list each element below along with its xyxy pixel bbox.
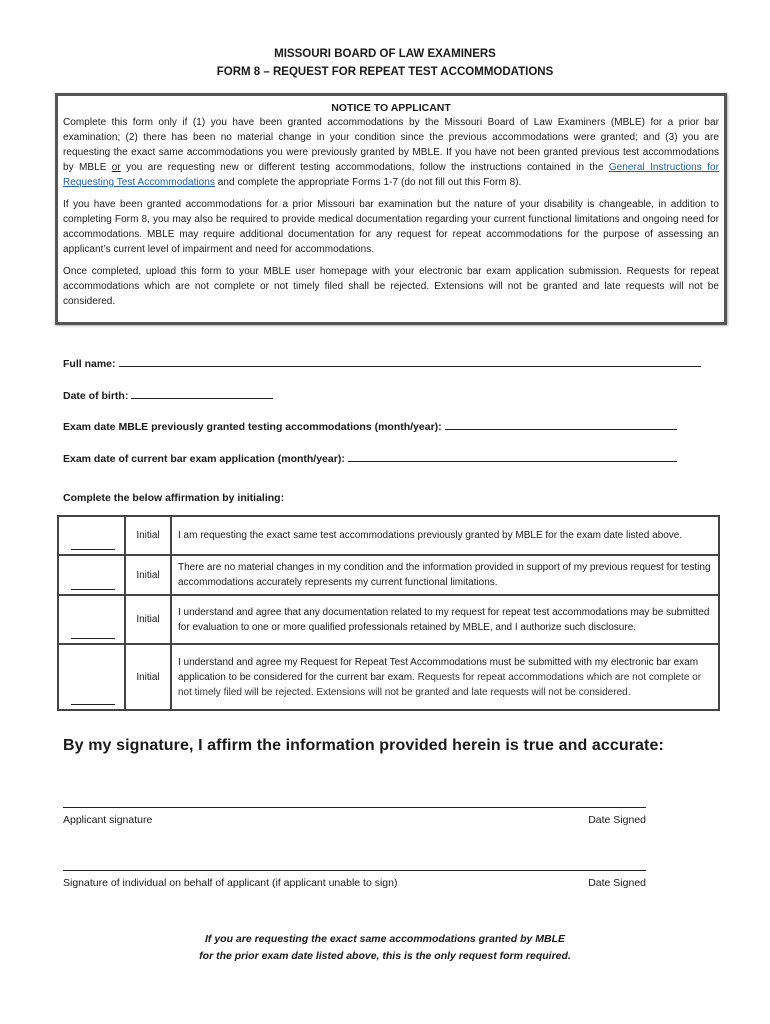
applicant-signature-line[interactable]	[63, 807, 646, 808]
applicant-signature-label: Applicant signature	[63, 814, 153, 826]
general-instructions-link[interactable]: General Instructions for Requesting Test Accommodations	[63, 162, 719, 188]
affirmation-text-part2: Requests for repeat accommodations which are not complete or not timely filed will be rejected. Extensions will not be granted and late requests will not be considered.	[178, 671, 702, 698]
initial-blank[interactable]	[58, 555, 125, 595]
notice-p1-text-a: Complete this form only if (1) you have been granted accommodations by the Missouri Board of Law Examiners (MBLE) for a prior bar examination; (2) there has been no material change in your condition since the previous accommodations were granted; and (3) you are requesting the exact same accommodations you were previously granted by MBLE. If you have not been granted previous test accommodations by MBLE	[63, 117, 719, 173]
behalf-signature-line[interactable]	[63, 870, 646, 871]
footer-note-line2: for the prior exam date listed above, this is the only request form required.	[199, 950, 571, 962]
affirmation-text-part1: I understand and agree my Request for Repeat Test Accommodations must be submitted with my electronic bar exam application to be considered for the current bar exam.	[178, 656, 699, 683]
prev-exam-input-line[interactable]	[445, 420, 677, 430]
initial-label: Initial	[125, 644, 171, 710]
initial-blank[interactable]	[58, 644, 125, 710]
affirmation-row	[58, 516, 719, 555]
initial-blank[interactable]	[58, 595, 125, 644]
date-signed-label: Date Signed	[588, 814, 646, 826]
behalf-date-signed-label: Date Signed	[588, 877, 646, 889]
affirmation-text	[171, 644, 719, 710]
affirmation-row	[58, 644, 719, 710]
form-title: FORM 8 – REQUEST FOR REPEAT TEST ACCOMMODATIONS	[216, 66, 554, 78]
affirmation-text: I understand and agree that any documentation related to my request for repeat test accommodations may be submitted for evaluation to one or more qualified professionals retained by MBLE, and I authorize such disclosure.	[171, 595, 719, 644]
initial-label: Initial	[125, 595, 171, 644]
affirmation-text: There are no material changes in my condition and the information provided in support of my previous request for testing accommodations accurately represents my current functional limitations.	[171, 555, 719, 595]
notice-paragraph-3: Once completed, upload this form to your MBLE user homepage with your electronic bar exam application submission. Requests for repeat accommodations which are not complete or not timely filed shall be rejected. Extensions will not be granted and late requests will not be considered.	[63, 266, 719, 307]
notice-p1-or: or	[111, 162, 121, 173]
dob-label: Date of birth:	[63, 390, 129, 402]
current-exam-field	[63, 452, 677, 465]
dob-field	[63, 389, 273, 402]
affirmation-title: Complete the below affirmation by initialing:	[63, 492, 285, 504]
affirmation-table	[57, 515, 720, 711]
affirmation-text: I am requesting the exact same test accommodations previously granted by MBLE for the exam date listed above.	[171, 516, 719, 555]
notice-box	[55, 93, 727, 325]
initial-label: Initial	[125, 555, 171, 595]
full-name-label: Full name:	[63, 358, 116, 370]
board-title: MISSOURI BOARD OF LAW EXAMINERS	[274, 48, 496, 60]
initial-blank[interactable]	[58, 516, 125, 555]
notice-p1-text-c: and complete the appropriate Forms 1-7 (do not fill out this Form 8).	[214, 177, 522, 188]
current-exam-input-line[interactable]	[348, 452, 677, 462]
notice-title: NOTICE TO APPLICANT	[331, 102, 451, 114]
affirmation-row	[58, 555, 719, 595]
current-exam-label: Exam date of current bar exam application (month/year):	[63, 453, 345, 465]
dob-input-line[interactable]	[131, 389, 273, 399]
footer-note-line1: If you are requesting the exact same accommodations granted by MBLE	[204, 933, 565, 945]
prev-exam-label: Exam date MBLE previously granted testing accommodations (month/year):	[63, 421, 442, 433]
behalf-signature-label: Signature of individual on behalf of applicant (if applicant unable to sign)	[63, 877, 398, 889]
prev-exam-field	[63, 420, 677, 433]
notice-p1-text-b: you are requesting new or different testing accommodations, follow the instructions contained in the	[120, 162, 609, 173]
notice-paragraph-2: If you have been granted accommodations for a prior Missouri bar examination but the nature of your disability is changeable, in addition to completing Form 8, you may also be required to provide medical documentation regarding your current functional limitations and ongoing need for accommodations. MBLE may require additional documentation for any request for repeat accommodations for the purpose of assessing an applicant’s current level of impairment and need for accommodations.	[63, 199, 719, 255]
notice-paragraph-1	[63, 115, 719, 190]
full-name-input-line[interactable]	[119, 357, 701, 367]
affirmation-row	[58, 595, 719, 644]
initial-label: Initial	[125, 516, 171, 555]
signature-affirmation: By my signature, I affirm the information provided herein is true and accurate:	[63, 737, 664, 754]
full-name-field	[63, 357, 701, 370]
